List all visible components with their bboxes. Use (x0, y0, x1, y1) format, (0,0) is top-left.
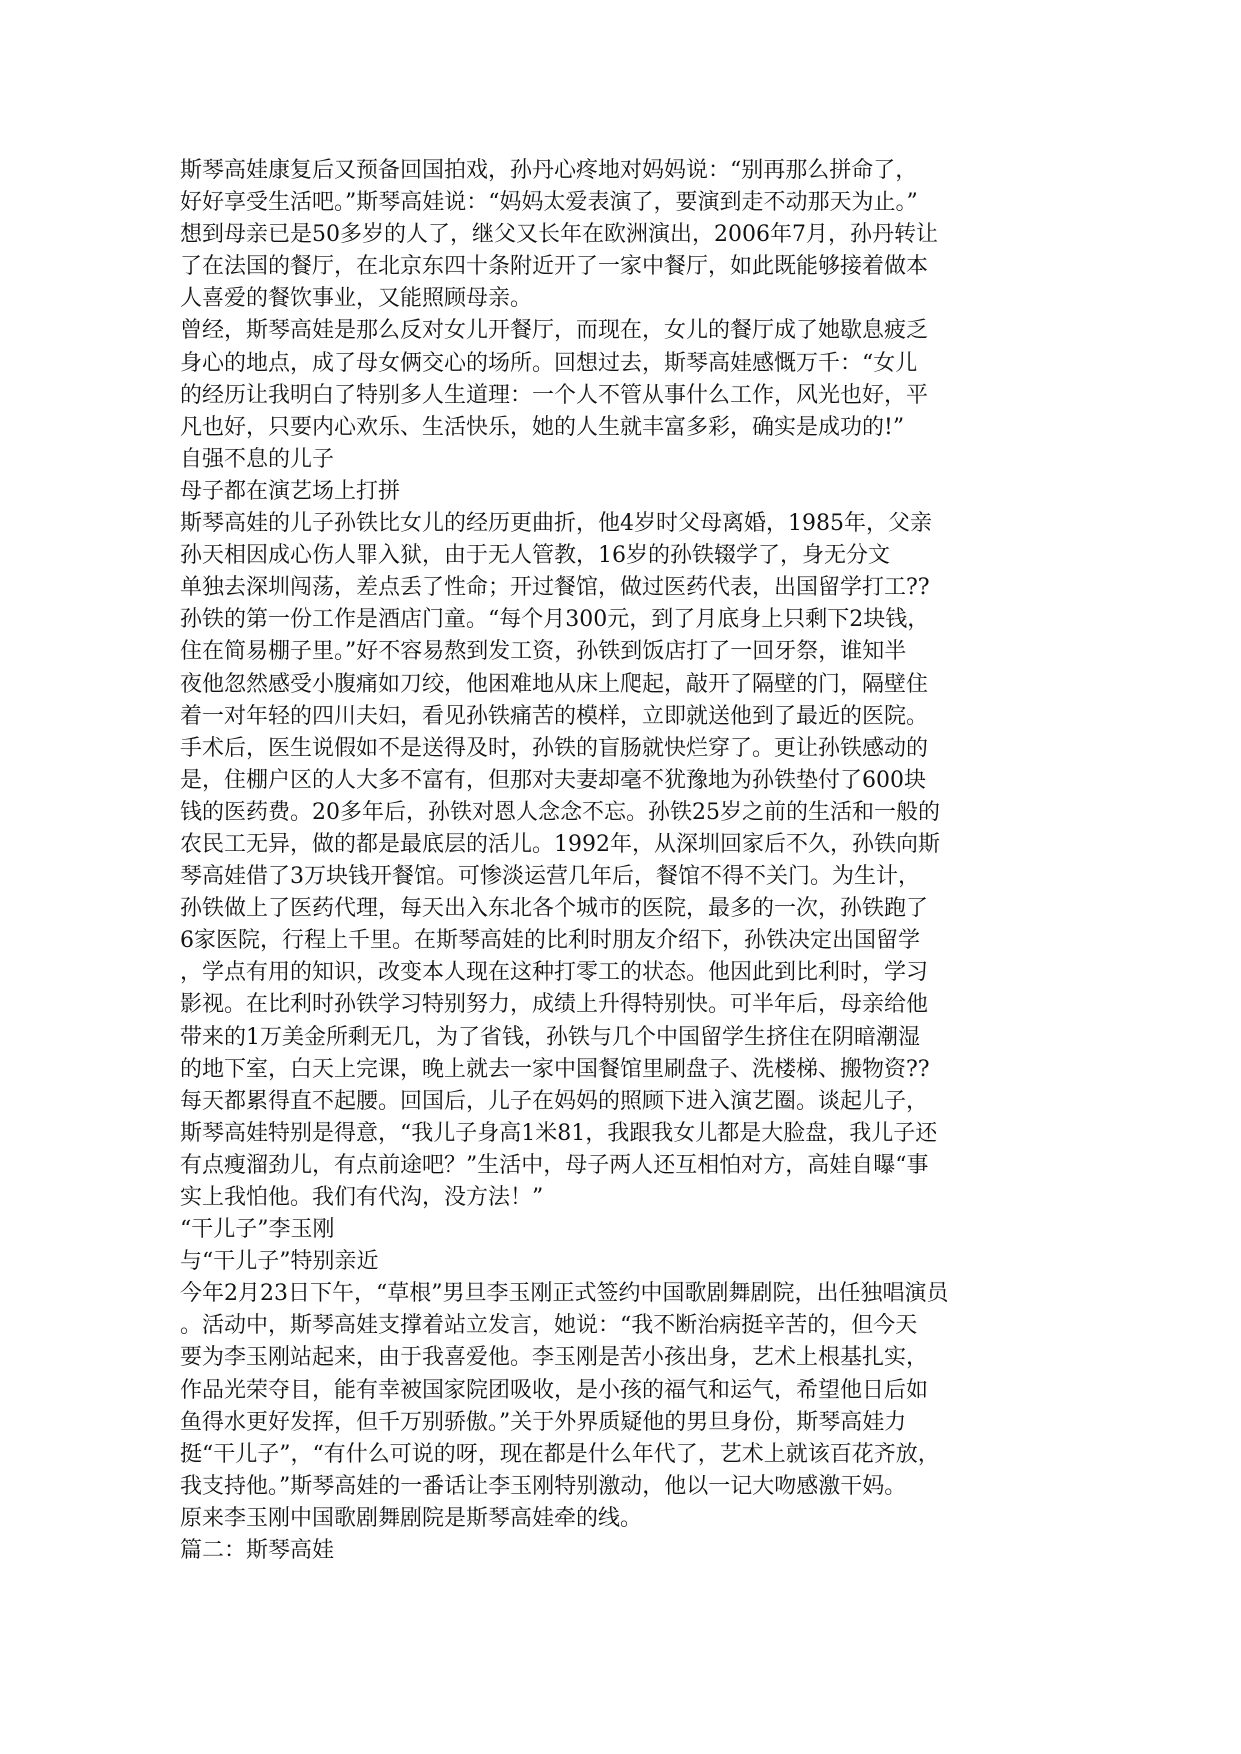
text-line: ，学点有用的知识，改变本人现在这种打零工的状态。他因此到比利时，学习 (180, 960, 929, 986)
document-body (180, 155, 1070, 1567)
text-line: 着一对年轻的四川夫妇，看见孙铁痛苦的模样，立即就送他到了最近的医院。 (180, 703, 929, 729)
text-line: 作品光荣夺目，能有幸被国家院团吸收，是小孩的福气和运气，希望他日后如 (180, 1377, 929, 1403)
text-line: 6家医院，行程上千里。在斯琴高娃的比利时朋友介绍下，孙铁决定出国留学 (180, 928, 920, 954)
text-line: 今年2月23日下午，“草根”男旦李玉刚正式签约中国歌剧舞剧院，出任独唱演员 (180, 1281, 949, 1307)
text-line: 身心的地点，成了母女俩交心的场所。回想过去，斯琴高娃感慨万千：“女儿 (180, 350, 918, 376)
text-line: 我支持他。”斯琴高娃的一番话让李玉刚特别激动，他以一记大吻感激干妈。 (180, 1473, 907, 1499)
text-line: 影视。在比利时孙铁学习特别努力，成绩上升得特别快。可半年后，母亲给他 (180, 992, 929, 1018)
text-line: 孙铁做上了医药代理，每天出入东北各个城市的医院，最多的一次，孙铁跑了 (180, 896, 929, 922)
text-line: 母子都在演艺场上打拼 (180, 478, 401, 504)
text-line: 好好享受生活吧。”斯琴高娃说：“妈妈太爱表演了，要演到走不动那天为止。” (180, 190, 918, 216)
text-line: 自强不息的儿子 (180, 446, 335, 472)
text-line: 是，住棚户区的人大多不富有，但那对夫妻却毫不犹豫地为孙铁垫付了600块 (180, 767, 926, 793)
text-line: 带来的1万美金所剩无几，为了省钱，孙铁与几个中国留学生挤住在阴暗潮湿 (180, 1024, 920, 1050)
text-line: 鱼得水更好发挥，但千万别骄傲。”关于外界质疑他的男旦身份，斯琴高娃力 (180, 1409, 907, 1435)
text-line: 人喜爱的餐饮事业，又能照顾母亲。 (180, 286, 533, 312)
text-line: 了在法国的餐厅，在北京东四十条附近开了一家中餐厅，如此既能够接着做本 (180, 254, 929, 280)
text-line: 每天都累得直不起腰。回国后，儿子在妈妈的照顾下进入演艺圈。谈起儿子， (180, 1088, 929, 1114)
text-line: 单独去深圳闯荡，差点丢了性命；开过餐馆，做过医药代表，出国留学打工?? (180, 575, 930, 601)
text-line: 斯琴高娃的儿子孙铁比女儿的经历更曲折，他4岁时父母离婚，1985年，父亲 (180, 511, 932, 537)
text-line: 篇二：斯琴高娃 (180, 1538, 335, 1564)
text-line: 住在简易棚子里。”好不容易熬到发工资，孙铁到饭店打了一回牙祭，谁知半 (180, 639, 907, 665)
text-line: “干儿子”李玉刚 (180, 1217, 335, 1243)
text-line: 挺“干儿子”，“有什么可说的呀，现在都是什么年代了，艺术上就该百花齐放， (180, 1441, 940, 1467)
text-line: 钱的医药费。20多年后，孙铁对恩人念念不忘。孙铁25岁之前的生活和一般的 (180, 799, 940, 825)
text-line: 孙天相因成心伤人罪入狱，由于无人管教，16岁的孙铁辍学了，身无分文 (180, 543, 890, 569)
text-line: 的地下室，白天上完课，晚上就去一家中国餐馆里刷盘子、洗楼梯、搬物资?? (180, 1056, 930, 1082)
text-line: 斯琴高娃特别是得意，“我儿子身高1米81，我跟我女儿都是大脸盘，我儿子还 (180, 1120, 938, 1146)
text-line: 实上我怕他。我们有代沟，没方法！” (180, 1185, 544, 1210)
text-line: 手术后，医生说假如不是送得及时，孙铁的盲肠就快烂穿了。更让孙铁感动的 (180, 735, 929, 761)
text-line: 琴高娃借了3万块钱开餐馆。可惨淡运营几年后，餐馆不得不关门。为生计， (180, 864, 920, 890)
text-line: 斯琴高娃康复后又预备回国拍戏，孙丹心疼地对妈妈说：“别再那么拼命了， (180, 158, 918, 183)
text-line: 凡也好，只要内心欢乐、生活快乐，她的人生就丰富多彩，确实是成功的!” (180, 414, 905, 440)
text-line: 原来李玉刚中国歌剧舞剧院是斯琴高娃牵的线。 (180, 1505, 643, 1531)
text-line: 孙铁的第一份工作是酒店门童。“每个月300元，到了月底身上只剩下2块钱， (180, 607, 930, 633)
text-line: 曾经，斯琴高娃是那么反对女儿开餐厅，而现在，女儿的餐厅成了她歇息疲乏 (180, 318, 929, 344)
text-line: 与“干儿子”特别亲近 (180, 1249, 379, 1275)
text-line: 想到母亲已是50多岁的人了，继父又长年在欧洲演出，2006年7月，孙丹转让 (180, 222, 938, 248)
text-line: 的经历让我明白了特别多人生道理：一个人不管从事什么工作，风光也好，平 (180, 382, 929, 408)
text-line: 农民工无异，做的都是最底层的活儿。1992年，从深圳回家后不久，孙铁向斯 (180, 831, 940, 857)
text-line: 夜他忽然感受小腹痛如刀绞，他困难地从床上爬起，敲开了隔壁的门，隔壁住 (180, 671, 929, 697)
text-line: 要为李玉刚站起来，由于我喜爱他。李玉刚是苦小孩出身，艺术上根基扎实， (180, 1345, 929, 1371)
text-line: 。活动中，斯琴高娃支撑着站立发言，她说：“我不断治病挺辛苦的，但今天 (180, 1313, 918, 1339)
text-line: 有点瘦溜劲儿，有点前途吧？”生活中，母子两人还互相怕对方，高娃自曝“事 (180, 1152, 929, 1178)
